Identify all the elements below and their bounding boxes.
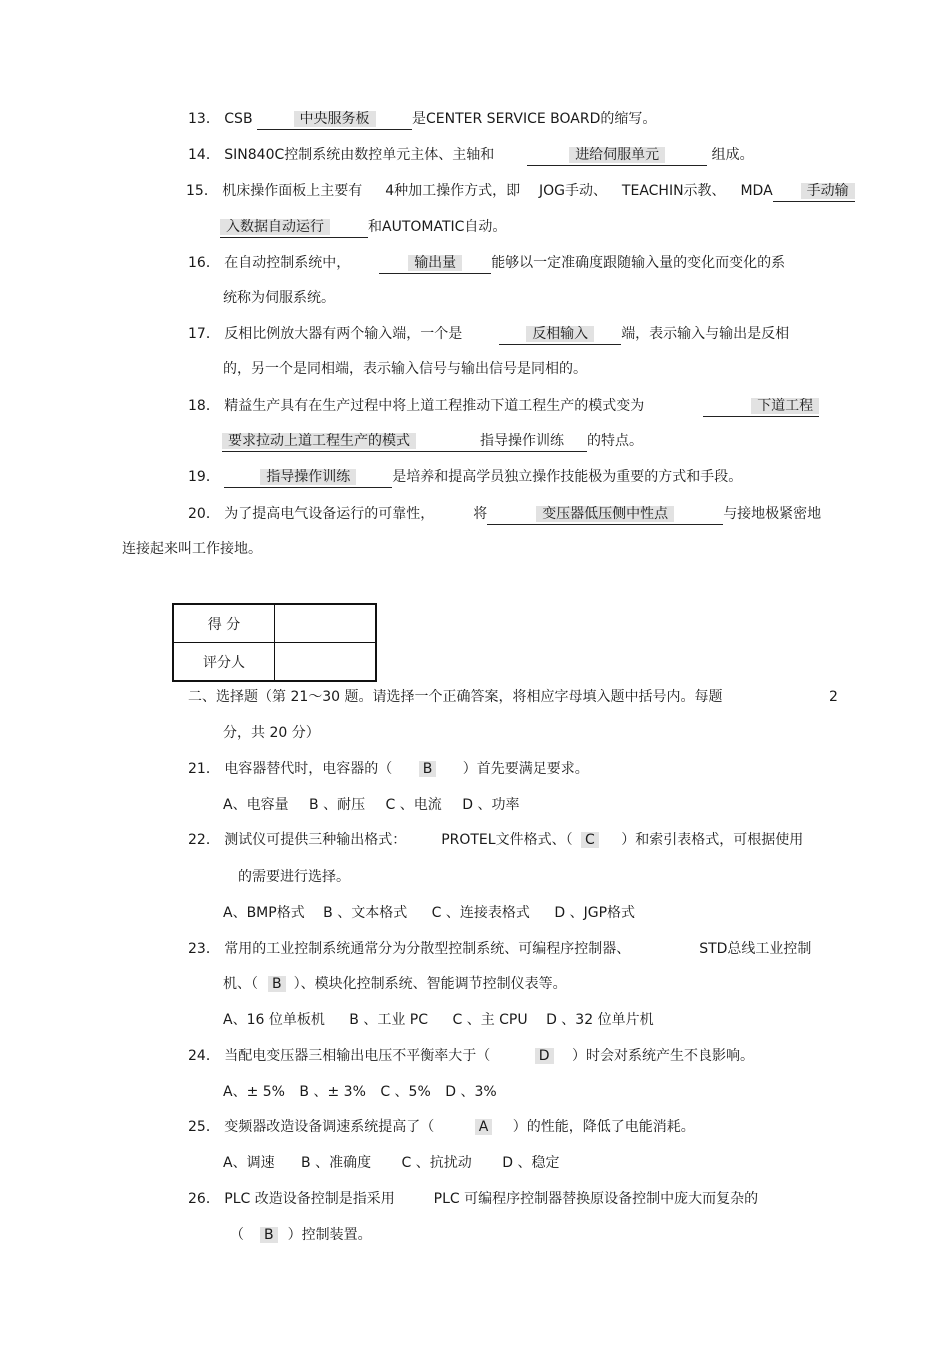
question-number: 14．	[188, 147, 220, 163]
answer-text: 指导操作训练	[480, 433, 564, 449]
question-25-options	[223, 1153, 559, 1173]
option-a: A、16 位单板机	[223, 1012, 325, 1028]
question-number: 21．	[188, 761, 220, 777]
answer-blank	[457, 431, 587, 452]
question-number: 22．	[188, 832, 220, 848]
answer-text: B	[419, 761, 437, 777]
section-2-line2: 分，共 20 分）	[223, 725, 320, 741]
option-c: C 、电流	[385, 797, 442, 813]
answer-blank	[224, 467, 392, 488]
option-b: B 、± 3%	[299, 1084, 366, 1100]
question-20	[188, 504, 821, 525]
question-text: 机床操作面板上主要有	[222, 183, 363, 199]
question-text: 与接地极紧密地	[723, 506, 822, 522]
question-text: TEACHIN示教、	[621, 183, 726, 199]
question-text: 精益生产具有在生产过程中将上道工程推动下道工程生产的模式变为	[224, 398, 645, 414]
question-text: 为了提高电气设备运行的可靠性，	[224, 506, 435, 522]
answer-blank	[379, 253, 491, 274]
question-text: PLC 改造设备控制是指采用	[224, 1191, 395, 1207]
answer-text: 下道工程	[751, 398, 819, 414]
section-2-points: 2	[829, 689, 838, 705]
question-text: 机、（	[223, 976, 258, 992]
question-number: 15．	[186, 183, 218, 199]
answer-text: 中央服务板	[294, 111, 376, 127]
question-23-line2	[223, 974, 567, 994]
question-number: 25．	[188, 1119, 220, 1135]
option-d: D 、3%	[445, 1084, 497, 1100]
answer-text: D	[535, 1048, 554, 1064]
question-22-line2: 的需要进行选择。	[238, 869, 350, 885]
answer-text: A	[475, 1119, 493, 1135]
answer-blank	[487, 504, 723, 525]
option-c: C 、主 CPU	[452, 1012, 528, 1028]
question-text: 4种加工操作方式，即	[385, 183, 521, 199]
option-a: A、调速	[223, 1155, 275, 1171]
score-table	[172, 603, 377, 682]
answer-blank	[499, 324, 621, 345]
question-text: STD总线工业控制	[699, 941, 812, 957]
question-text: 在自动控制系统中，	[224, 255, 351, 271]
option-b: B 、工业 PC	[349, 1012, 429, 1028]
question-number: 17．	[188, 326, 220, 342]
question-text: 常用的工业控制系统通常分为分散型控制系统、可编程序控制器、	[224, 941, 631, 957]
answer-blank	[527, 145, 707, 166]
option-a: A、电容量	[223, 797, 289, 813]
question-number: 13．	[188, 111, 220, 127]
question-23	[188, 939, 811, 959]
answer-blank	[257, 109, 412, 130]
answer-text: 指导操作训练	[260, 469, 356, 485]
option-d: D 、JGP格式	[554, 905, 636, 921]
answer-text: B	[260, 1227, 278, 1243]
question-text: 和AUTOMATIC自动。	[368, 219, 507, 235]
answer-blank	[773, 181, 855, 202]
question-21-options	[223, 795, 519, 815]
question-number: 20．	[188, 506, 220, 522]
grader-cell[interactable]	[275, 643, 377, 682]
question-text: ）、模块化控制系统、智能调节控制仪表等。	[293, 976, 567, 992]
question-text: 电容器替代时，电容器的（	[224, 761, 393, 777]
question-number: 26．	[188, 1191, 220, 1207]
question-16-line2: 统称为伺服系统。	[223, 290, 335, 306]
answer-blank	[703, 396, 819, 417]
answer-text: C	[581, 832, 599, 848]
question-text: ）时会对系统产生不良影响。	[571, 1048, 754, 1064]
question-number: 16．	[188, 255, 220, 271]
question-text: ）首先要满足要求。	[462, 761, 589, 777]
answer-text: 变压器低压侧中性点	[536, 506, 674, 522]
option-d: D 、32 位单片机	[546, 1012, 654, 1028]
question-text: 能够以一定准确度跟随输入量的变化而变化的系	[491, 255, 786, 271]
option-c: C 、5%	[380, 1084, 431, 1100]
option-d: D 、稳定	[502, 1155, 560, 1171]
question-23-options	[223, 1010, 654, 1030]
question-21	[188, 759, 589, 779]
answer-text: 反相输入	[526, 326, 594, 342]
question-text: 端，表示输入与输出是反相	[621, 326, 790, 342]
question-text: ）的性能，降低了电能消耗。	[512, 1119, 695, 1135]
question-18-line2	[222, 431, 643, 452]
option-b: B 、耐压	[309, 797, 366, 813]
question-14	[188, 145, 754, 166]
question-19	[188, 467, 742, 488]
question-text: 当配电变压器三相输出电压不平衡率大于（	[224, 1048, 491, 1064]
option-b: B 、准确度	[301, 1155, 372, 1171]
question-text: 测试仪可提供三种输出格式：	[224, 832, 407, 848]
question-text: 变频器改造设备调速系统提高了（	[224, 1119, 435, 1135]
question-number: 19．	[188, 469, 220, 485]
question-number: 18．	[188, 398, 220, 414]
question-number: 24．	[188, 1048, 220, 1064]
option-a: A、BMP格式	[223, 905, 305, 921]
option-c: C 、抗扰动	[401, 1155, 472, 1171]
question-26-line2	[230, 1225, 372, 1245]
question-text: JOG手动、	[539, 183, 608, 199]
question-text: MDA	[740, 183, 773, 199]
answer-text: 入数据自动运行	[220, 219, 330, 235]
score-label: 得 分	[173, 604, 275, 643]
question-number: 23．	[188, 941, 220, 957]
question-text: PROTEL文件格式、（	[441, 832, 573, 848]
question-15	[186, 181, 855, 202]
question-text: 组成。	[711, 147, 754, 163]
question-text: ）控制装置。	[287, 1227, 372, 1243]
question-22	[188, 830, 803, 850]
question-text: CSB	[224, 111, 253, 127]
question-26	[188, 1189, 758, 1209]
option-d: D 、功率	[462, 797, 520, 813]
question-text: 反相比例放大器有两个输入端，一个是	[224, 326, 463, 342]
question-text: （	[230, 1227, 244, 1243]
question-17	[188, 324, 789, 345]
question-16	[188, 253, 785, 274]
option-b: B 、文本格式	[323, 905, 408, 921]
answer-text: 进给伺服单元	[569, 147, 665, 163]
question-17-line2: 的，另一个是同相端，表示输入信号与输出信号是同相的。	[223, 361, 587, 377]
section-2-title: 二、选择题（第 21～30 题。请选择一个正确答案，将相应字母填入题中括号内。每题	[188, 689, 723, 705]
answer-text: 手动输	[801, 183, 855, 199]
answer-text: 输出量	[408, 255, 462, 271]
answer-blank	[220, 217, 368, 238]
question-text: ）和索引表格式，可根据使用	[621, 832, 804, 848]
question-13	[188, 109, 656, 130]
question-text: SIN840C控制系统由数控单元主体、主轴和	[224, 147, 495, 163]
question-text: 是培养和提高学员独立操作技能极为重要的方式和手段。	[392, 469, 743, 485]
score-cell[interactable]	[275, 604, 377, 643]
question-24-options	[223, 1082, 497, 1102]
question-text: 的特点。	[587, 433, 643, 449]
option-a: A、± 5%	[223, 1084, 285, 1100]
question-text: 是CENTER SERVICE BOARD的缩写。	[412, 111, 657, 127]
question-text: PLC 可编程序控制器替换原设备控制中庞大而复杂的	[433, 1191, 759, 1207]
question-18	[188, 396, 819, 417]
question-25	[188, 1117, 695, 1137]
question-24	[188, 1046, 754, 1066]
grader-label: 评分人	[173, 643, 275, 682]
question-20-line2: 连接起来叫工作接地。	[122, 541, 262, 557]
option-c: C 、连接表格式	[431, 905, 530, 921]
answer-blank	[222, 431, 457, 452]
answer-text: 要求拉动上道工程生产的模式	[222, 433, 416, 449]
answer-text: B	[268, 976, 286, 992]
question-15-line2	[220, 217, 506, 238]
question-22-options	[223, 903, 635, 923]
question-text: 将	[473, 506, 488, 522]
